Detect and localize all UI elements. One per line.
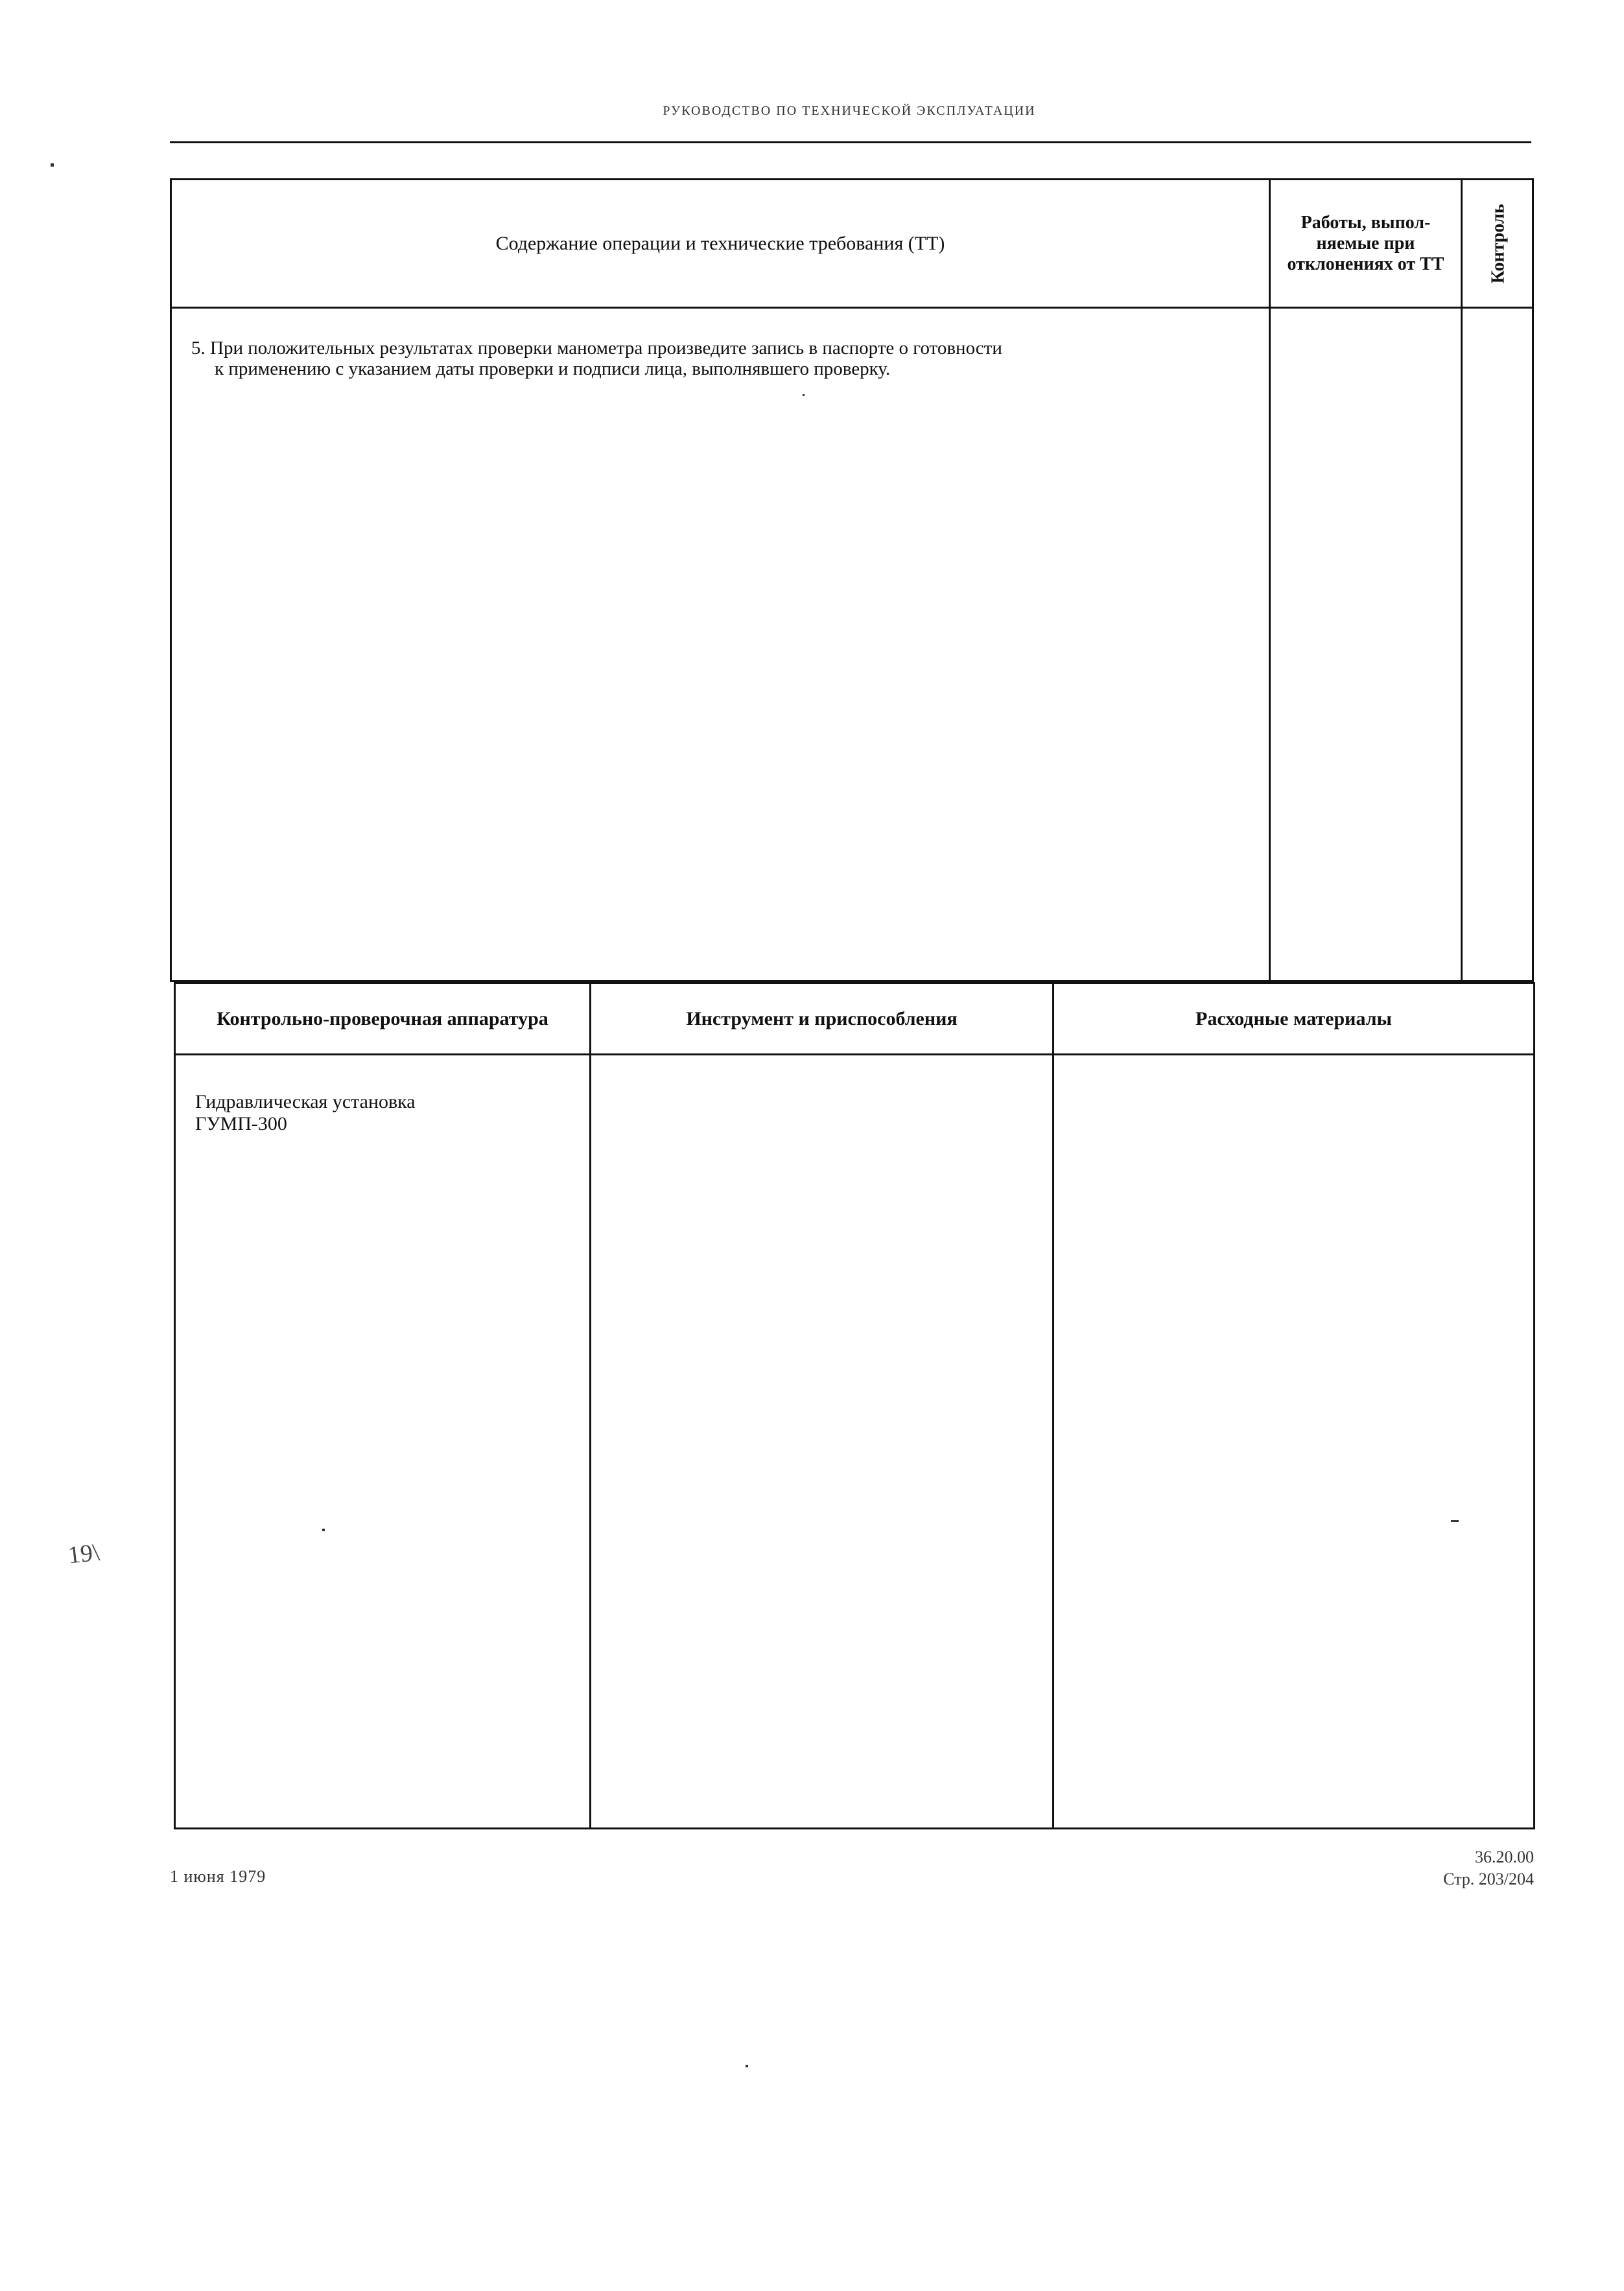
operation-step-5-line1: 5. При положительных результатах проверки манометра произведите запись в паспорте о готовности — [191, 338, 1002, 358]
footer-page-number: Стр. 203/204 — [1443, 1870, 1534, 1888]
header-rule — [170, 141, 1531, 143]
scan-speck — [803, 394, 805, 396]
operations-header-divider — [172, 307, 1532, 309]
operation-step-5 — [191, 338, 1261, 379]
column-header-content-label: Содержание операции и технические требования (ТТ) — [495, 232, 945, 254]
scan-speck — [746, 2065, 748, 2067]
equipment-entry-name: Гидравлическая установка — [195, 1091, 416, 1112]
column-header-content — [172, 180, 1269, 307]
equipment-entry-model: ГУМП-300 — [195, 1113, 287, 1134]
column-header-deviation-label: Работы, выпол-няемые при отклонениях от ТТ — [1287, 212, 1444, 274]
footer-page-block — [1361, 1846, 1534, 1890]
scan-speck — [51, 163, 54, 167]
resources-divider-1 — [589, 984, 591, 1827]
column-header-tools — [591, 984, 1052, 1053]
column-header-control — [1463, 180, 1534, 307]
margin-handwritten-mark: 19\ — [66, 1538, 101, 1569]
resources-divider-2 — [1052, 984, 1054, 1827]
document-title: РУКОВОДСТВО ПО ТЕХНИЧЕСКОЙ ЭКСПЛУАТАЦИИ — [663, 104, 1036, 118]
scan-speck — [322, 1529, 325, 1531]
column-header-deviation — [1271, 180, 1461, 307]
operation-step-5-line2: к применению с указанием даты проверки и подписи лица, выполнявшего проверку. — [215, 358, 891, 379]
column-header-control-label: Контроль — [1488, 204, 1509, 283]
scan-speck — [1451, 1520, 1459, 1522]
resources-header-divider — [176, 1053, 1533, 1055]
footer-date: 1 июня 1979 — [170, 1867, 266, 1886]
operations-table — [170, 178, 1534, 982]
column-header-equipment — [176, 984, 589, 1053]
resources-table — [174, 982, 1535, 1829]
equipment-entry — [195, 1091, 558, 1135]
column-header-materials-label: Расходные материалы — [1195, 1007, 1392, 1029]
column-header-tools-label: Инструмент и приспособления — [686, 1007, 958, 1029]
column-header-equipment-label: Контрольно-проверочная аппаратура — [217, 1007, 548, 1029]
footer-section-code: 36.20.00 — [1475, 1848, 1534, 1866]
column-header-materials — [1054, 984, 1533, 1053]
